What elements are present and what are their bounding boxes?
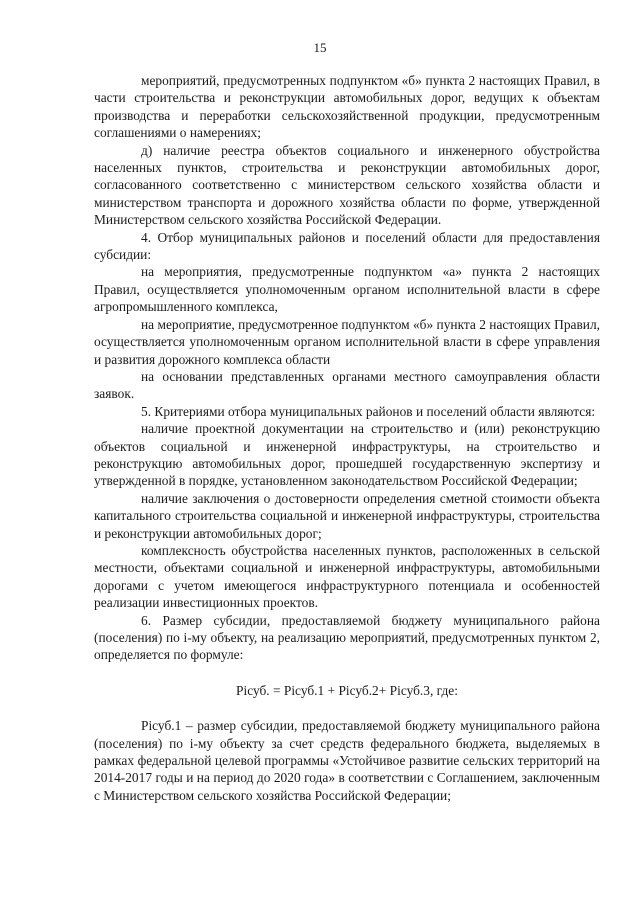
paragraph-criterion-1: наличие проектной документации на строительство и (или) реконструкцию объектов социальной и инженерной инфраструктуры, на строительство и реконструкцию автомобильных дорог, прошедшей государственную экспертизу и утвержденной в порядке, установленном законодательством Российской Федерации; [94, 421, 600, 489]
paragraph-criterion-3: комплексность обустройства населенных пунктов, расположенных в сельской местности, объектами социальной и инженерной инфраструктуры, автомобильными дорогами с учетом имеющегося инфраструктурного потенциала и особенностей реализации инвестиционных проектов. [94, 542, 600, 611]
paragraph-formula-term-1: Piсуб.1 – размер субсидии, предоставляемой бюджету муниципального района (поселения) по i-му объекту за счет средств федерального бюджета, выделяемых в рамках федеральной целевой программы «Устойчивое развитие сельских территорий на 2014-2017 годы и на период до 2020 года» в соответствии с Соглашением, заключенным с Министерством сельского хозяйства Российской Федерации; [94, 718, 600, 803]
document-body [94, 72, 600, 804]
paragraph-item-d: д) наличие реестра объектов социального и инженерного обустройства населенных пунктов, строительства и реконструкции автомобильных дорог, согласованного соответственно с министерством сельского хозяйства области и министерством транспорта и дорожного хозяйства области по форме, утвержденной Министерством сельского хозяйства Российской Федерации. [94, 142, 600, 228]
paragraph-section-4-a: на мероприятия, предусмотренные подпунктом «а» пункта 2 настоящих Правил, осуществляется уполномоченным органом исполнительной власти в сфере агропромышленного комплекса, [94, 264, 600, 315]
subsidy-formula: Piсуб. = Piсуб.1 + Piсуб.2+ Piсуб.3, где: [236, 682, 458, 698]
paragraph-continuation: мероприятий, предусмотренных подпунктом «б» пункта 2 настоящих Правил, в части строительства и реконструкции автомобильных дорог, ведущих к объектам производства и переработки сельскохозяйственной продукции, предусмотренным соглашениями о намерениях; [94, 73, 600, 141]
paragraph-section-6: 6. Размер субсидии, предоставляемой бюджету муниципального района (поселения) по i-му объекту, на реализацию мероприятий, предусмотренных пунктом 2, определяется по формуле: [94, 612, 600, 663]
page-number: 15 [313, 40, 327, 55]
paragraph-section-4-basis: на основании представленных органами местного самоуправления области заявок. [94, 368, 600, 402]
paragraph-criterion-2: наличие заключения о достоверности определения сметной стоимости объекта капитального строительства социальной и инженерной инфраструктуры, строительства и реконструкции автомобильных дорог; [94, 490, 600, 541]
paragraph-section-5: 5. Критериями отбора муниципальных районов и поселений области являются: [141, 403, 596, 419]
paragraph-section-4-b: на мероприятие, предусмотренное подпунктом «б» пункта 2 настоящих Правил, осуществляется уполномоченным органом исполнительной власти в сфере управления и развития дорожного комплекса области [94, 316, 600, 367]
paragraph-section-4: 4. Отбор муниципальных районов и поселений области для предоставления субсидии: [94, 229, 600, 263]
